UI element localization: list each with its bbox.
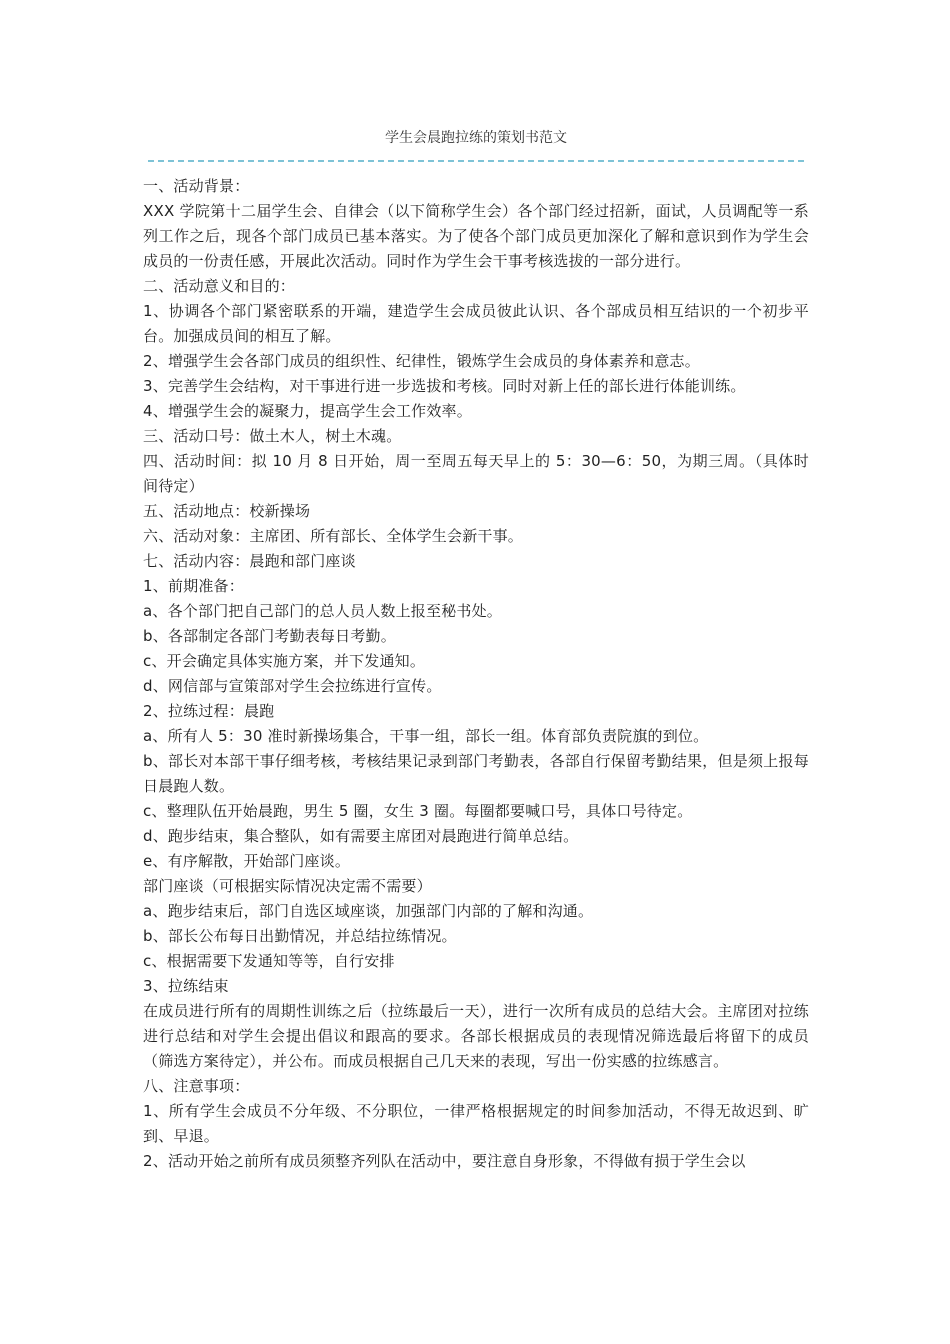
- title-divider: [148, 160, 804, 162]
- preparation-item-d: d、网信部与宣策部对学生会拉练进行宣传。: [143, 677, 442, 695]
- document-title: 学生会晨跑拉练的策划书范文: [385, 130, 567, 146]
- paragraph-conclusion: 在成员进行所有的周期性训练之后（拉练最后一天），进行一次所有成员的总结大会。主席团对拉练进行总结和对学生会提出倡议和跟高的要求。各部长根据成员的表现情况筛选最后将留下的成员（筛选方案待定），并公布。而成员根据自己几天来的表现，写出一份实感的拉练感言。: [143, 1002, 809, 1070]
- notes-item-1: 1、所有学生会成员不分年级、不分职位，一律严格根据规定的时间参加活动，不得无故迟到、旷到、早退。: [143, 1102, 809, 1145]
- talk-item-b: b、部长公布每日出勤情况，并总结拉练情况。: [143, 927, 457, 945]
- notes-item-2: 2、活动开始之前所有成员须整齐列队在活动中，要注意自身形象，不得做有损于学生会以: [143, 1152, 746, 1170]
- preparation-item-a: a、各个部门把自己部门的总人员人数上报至秘书处。: [143, 602, 502, 620]
- process-item-e: e、有序解散，开始部门座谈。: [143, 852, 351, 870]
- subheading-preparation: 1、前期准备：: [143, 577, 244, 595]
- purpose-item-2: 2、增强学生会各部门成员的组织性、纪律性，锻炼学生会成员的身体素养和意志。: [143, 352, 700, 370]
- paragraph-background: XXX 学院第十二届学生会、自律会（以下简称学生会）各个部门经过招新，面试，人员调配等一系列工作之后，现各个部门成员已基本落实。为了使各个部门成员更加深化了解和意识到作为学生会成员的一份责任感，开展此次活动。同时作为学生会干事考核选拔的一部分进行。: [143, 202, 809, 270]
- process-item-c: c、整理队伍开始晨跑，男生 5 圈，女生 3 圈。每圈都要喊口号，具体口号待定。: [143, 802, 693, 820]
- heading-content: 七、活动内容：晨跑和部门座谈: [143, 552, 356, 570]
- subheading-department-talk: 部门座谈（可根据实际情况决定需不需要）: [143, 877, 432, 895]
- purpose-item-4: 4、增强学生会的凝聚力，提高学生会工作效率。: [143, 402, 472, 420]
- purpose-item-3: 3、完善学生会结构，对干事进行进一步选拔和考核。同时对新上任的部长进行体能训练。: [143, 377, 746, 395]
- heading-purpose: 二、活动意义和目的：: [143, 277, 296, 295]
- preparation-item-c: c、开会确定具体实施方案，并下发通知。: [143, 652, 426, 670]
- document-body: [143, 174, 809, 1174]
- process-item-d: d、跑步结束，集合整队，如有需要主席团对晨跑进行简单总结。: [143, 827, 579, 845]
- heading-time: 四、活动时间：拟 10 月 8 日开始，周一至周五每天早上的 5：30—6：50，为期三周。（具体时间待定）: [143, 452, 809, 495]
- talk-item-c: c、根据需要下发通知等等，自行安排: [143, 952, 395, 970]
- talk-item-a: a、跑步结束后，部门自选区域座谈，加强部门内部的了解和沟通。: [143, 902, 594, 920]
- heading-slogan: 三、活动口号：做土木人，树土木魂。: [143, 427, 402, 445]
- heading-location: 五、活动地点：校新操场: [143, 502, 311, 520]
- purpose-item-1: 1、协调各个部门紧密联系的开端，建造学生会成员彼此认识、各个部成员相互结识的一个初步平台。加强成员间的相互了解。: [143, 302, 809, 345]
- subheading-process: 2、拉练过程：晨跑: [143, 702, 275, 720]
- subheading-conclusion: 3、拉练结束: [143, 977, 229, 995]
- process-item-a: a、所有人 5：30 准时新操场集合，干事一组，部长一组。体育部负责院旗的到位。: [143, 727, 709, 745]
- preparation-item-b: b、各部制定各部门考勤表每日考勤。: [143, 627, 396, 645]
- heading-background: 一、活动背景：: [143, 177, 250, 195]
- heading-notes: 八、注意事项：: [143, 1077, 250, 1095]
- process-item-b: b、部长对本部干事仔细考核，考核结果记录到部门考勤表，各部自行保留考勤结果，但是须上报每日晨跑人数。: [143, 752, 809, 795]
- heading-participants: 六、活动对象：主席团、所有部长、全体学生会新干事。: [143, 527, 524, 545]
